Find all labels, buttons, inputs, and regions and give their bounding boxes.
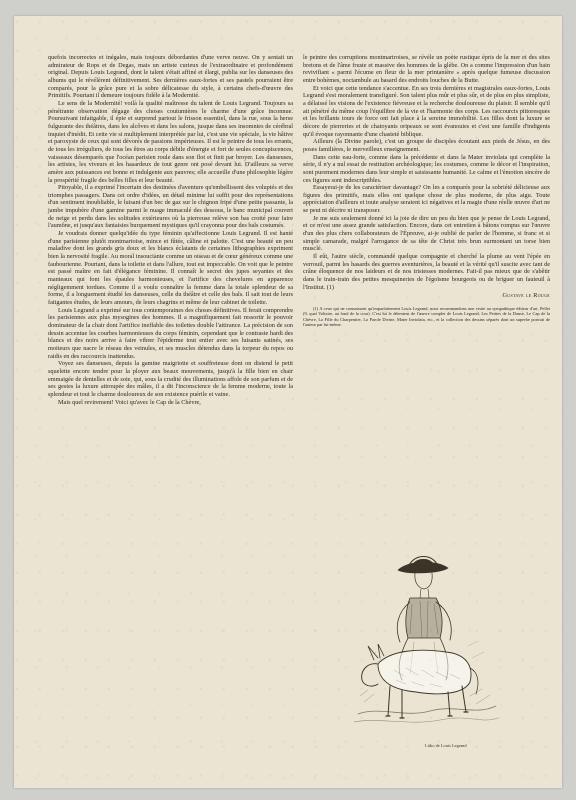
illustration-caption: Litho de Louis Legrand — [425, 743, 467, 748]
paragraph: Dans cette eau-forte, comme dans la précédente et dans la Mater inviolata qui complète la série, il n'y a nul essai de restitution archéologique; les costumes, comme le décor et l'inspiration, sont purement modernes dans leur simple et saisissante humanité. Le calme et l'émotion sincère de ces figures sont indescriptibles. — [303, 153, 550, 184]
paragraph: Le sens de la Modernité! voilà la qualité maîtresse du talent de Louis Legrand. Toujours sa pénétrante observation dégage des choses coutumières le charme d'une grâce inconnue. Poursuivant infatigable, il épie et surprend partout le frisson essentiel, dans la rue, sous la herse fulgurante des théâtres, dans les alcôves et dans les salons, jusque dans ses insomnies de cérébral inquiet d'inédit. Et cette vie si multiplement interprétée par lui, c'est une vie spéciale, la vie hâtive et paroxyste de ceux qui sont dévorés de passions impérieuses. Il est le peintre de tous les errants, de tous les irréguliers, de tous les êtres au corps débile d'énergie et fort de seules concupiscences, vaisseaux désemparés que l'océan parisien roule dans son flot et finit par broyer. Les danseuses, les artistes, les viveurs et les hasardeux de tout genre ont posé devant lui. D'ailleurs sa verve amère aux puissances est bonne et indulgente aux pauvres; elle accueille d'une philosophie légère la prospérité fragile des belles filles et leur beauté. — [48, 99, 293, 184]
article-left-column — [48, 54, 293, 406]
paragraph: Ailleurs (la Divine parole), c'est un groupe de disciples écoutant aux pieds de Jésus, en des poses familières, le merveilleux enseignement. — [303, 138, 550, 153]
author-signature: Gustave le Rouge — [502, 292, 550, 300]
paragraph: Voyez ses danseuses, depuis la gamine maigriotte et souffreteuse dont on distend le petit squelette encore tendre pour la ployer aux beaux mouvements, jusqu'à la fille bien en chair emmaigée de dentelles et de soie, qui, sous la crudité des illuminations affole de son parfum et de ses gestes la luxure attroupée des mâles, il a dit l'inconscience de la femme moderne, toute la splendeur et tout le charme douloureux de son existence puérile et vaine. — [48, 360, 293, 398]
paragraph: Mais quel revirement! Voici qu'avec le Cap de la Chèvre, — [58, 398, 201, 406]
lithograph-illustration — [350, 546, 500, 736]
paragraph: le peintre des corruptions montmartroises, se révèle un poète rustique épris de la mer et des sites bretons et de l'âme fruste et massive des hommes de la glèbe. On a comme l'impression d'un bain revivifiant « parmi l'écume en fleur de la mer printanière » après quelque fumeuse discussion entre bohèmes, noctambule au hasard des endroits louches de la Butte. — [303, 54, 550, 84]
paragraph: Je voudrais donner quelqu'idée du type féminin qu'affectionne Louis Legrand. Il est hanté d'une parisienne plutôt montmartoise, mince et fûtée, câline et palotte. C'est une beauté un peu maladive dont les grands gris doux et les blancs éclatants de certaines lithographies expriment bien la nervosité fragile. Au moral insouciante comme un oiseau et de cœur généreux comme une faubourienne. Pourtant, dans la toilette et dans l'allure, tout est impeccable. On voit que le peintre est passé maître en fait d'élégance féminine. Il connaît le secret des jupes seyantes et des manteaux qui font les épaules harmonieuses, et l'artifice des chevelures en apparence négligemment tordues. Comme il a voulu connaître la femme dans la totale splendeur de sa forme, il a longuement étudié les danseuses, celle du théâtre et celle des bals. Il sait tout de leurs fatigantes études, de leurs amours, de leurs chagrins et même de leur cabinet de toilette. — [48, 230, 293, 306]
paragraph: Louis Legrand a exprimé sur tous contemporaines des choses définitives. Il ferait comprendre les parisiennes aux plus mysogines des hommes. Il a magnifiquement fait ressortir le pouvoir dominateur de la chair dont l'artifice ineffable des toilettes double l'attirance. La précision de son dessin accentue les courbes harmonieuses du corps féminin, cependant que le contraste hardi des blancs et des noirs arrive à faire vibrer l'épiderme tout entier avec ses luisants satinés, ses moiteurs que nacre le réseau des veinules, et ses muscles détendus dans la torpeur du repos ou raidis en des raccourcis inattendus. — [48, 306, 293, 360]
footnote: (1) A ceux qui ne connaissent qu'imparfaitement Louis Legrand, nous recommandons une visite au sympathique éditeur d'art, Pellet (9, quai Voltaire, au fond de la cour). C'est lui le détenteur de l'œuvre complet de Louis Legrand, Les Petites de la Danse, Le Cap de la Chèvre, La Fille du Charpentier, La Parole Divine, Mater Inviolata, etc., et la collection des dessins séparés dont un superbe portrait de l'auteur par lui-même. — [303, 306, 550, 328]
paragraph: Pitoyable, il a exprimé l'incertain des destinées d'aventure qu'embellissent des voluptés et des triomphes passagers. Dans cet ordre d'idées, un détail minime lui suffit pour des représentations d'un sentiment inoubliable, le luisant d'un bec de gaz sur le chignon fripé d'une petite passante, la jambe impubère d'une gamine parmi le nuage immaculé des dessous, le banc municipal couvert de neige et perdu dans les solitudes extérieures où la pierreuse relève son bas crotté pour faire l'aumône, et jusqu'aux fantaisies burquement mystiques qu'il crayonna pour des bals costumés. — [48, 184, 293, 230]
paragraph: Et voici que cette tendance s'accentue. En ses trois dernières et magistrales eaux-fortes, Louis Legrand s'est moralement transfiguré. Son talent plus mûr et plus sûr, et de plus en plus simpliste, a délaissé les visions de l'existence fiévreuse et la recherche douloureuse du plaisir. Il semble qu'il ait pénétré du même coup l'équilibre de la vie et l'harmonie des corps. Les raccourcis pittoresques et les brillants tours de force ont fait place à la sereine immobilité. Les filles dont la luxure se décore de pierreries et de chatoyants oripeaux se sont évanouies et c'est une famille d'indigents qu'il évoque rayonnante d'une chasteté biblique. — [303, 84, 550, 138]
paragraph: Il eût, l'autre siècle, commandé quelque compagnie et cherché la plume au vent l'épée en verrouil, parmi les hasards des guerres aventurières, la beauté et la vérité qu'il suscite avec tant de crâne éloquence de nos laideurs et de nos tristesses modernes. Fait-il pas mieux que de s'abêtir dans le train-train des petites mesquineries de l'égoïsme bourgeois ou de briguer un fauteuil à l'Institut. (1) — [303, 253, 550, 291]
paragraph: Je me suis seulement donné ici la joie de dire un peu du bien que je pense de Louis Legrand, et ce m'est une assez grande satisfaction. Encore, dans cet entretien à bâtons rompus sur l'œuvre d'un des plus chers collaborateurs de l'Épreuve, ai-je oublié de parler de l'homme, si franc et si simple camarade, malgré l'arrogance de sa tête de Christ très brun surmontant un torse bien musclé. — [303, 214, 550, 253]
paragraph: quefois incorrectes et inégales, mais toujours débordantes d'une verve neuve. On y sentait un admirateur de Rops et de Degas, mais un artiste curieux de l'extraordinaire et profondément original. Depuis Louis Legrand, dont le talent s'était affiné et élargi, publia sur les danseuses des albums qui le révélèrent définitivement. Ses dernières eaux-fortes et ses pastels pourraient être comparés, pour la grâce pure et la sobre délicatesse du style, à certains chefs-d'œuvre des Primitifs. Pourtant il demeure toujours fidèle à la Modernité. — [48, 54, 293, 100]
paragraph: Essayerai-je de les caractériser davantage? On les a comparés pour la sobriété délicieuse aux figures des primitifs, mais elles ont quelque chose de plus moderne, de plus aigu. Toute appréciation d'ailleurs et toute analyse seraient ici négatives et la magie d'une réelle œuvre d'art ne se peut ni décrire ni transposer. — [303, 184, 550, 215]
article-right-column — [303, 54, 550, 328]
lithograph-sketch — [354, 556, 498, 722]
